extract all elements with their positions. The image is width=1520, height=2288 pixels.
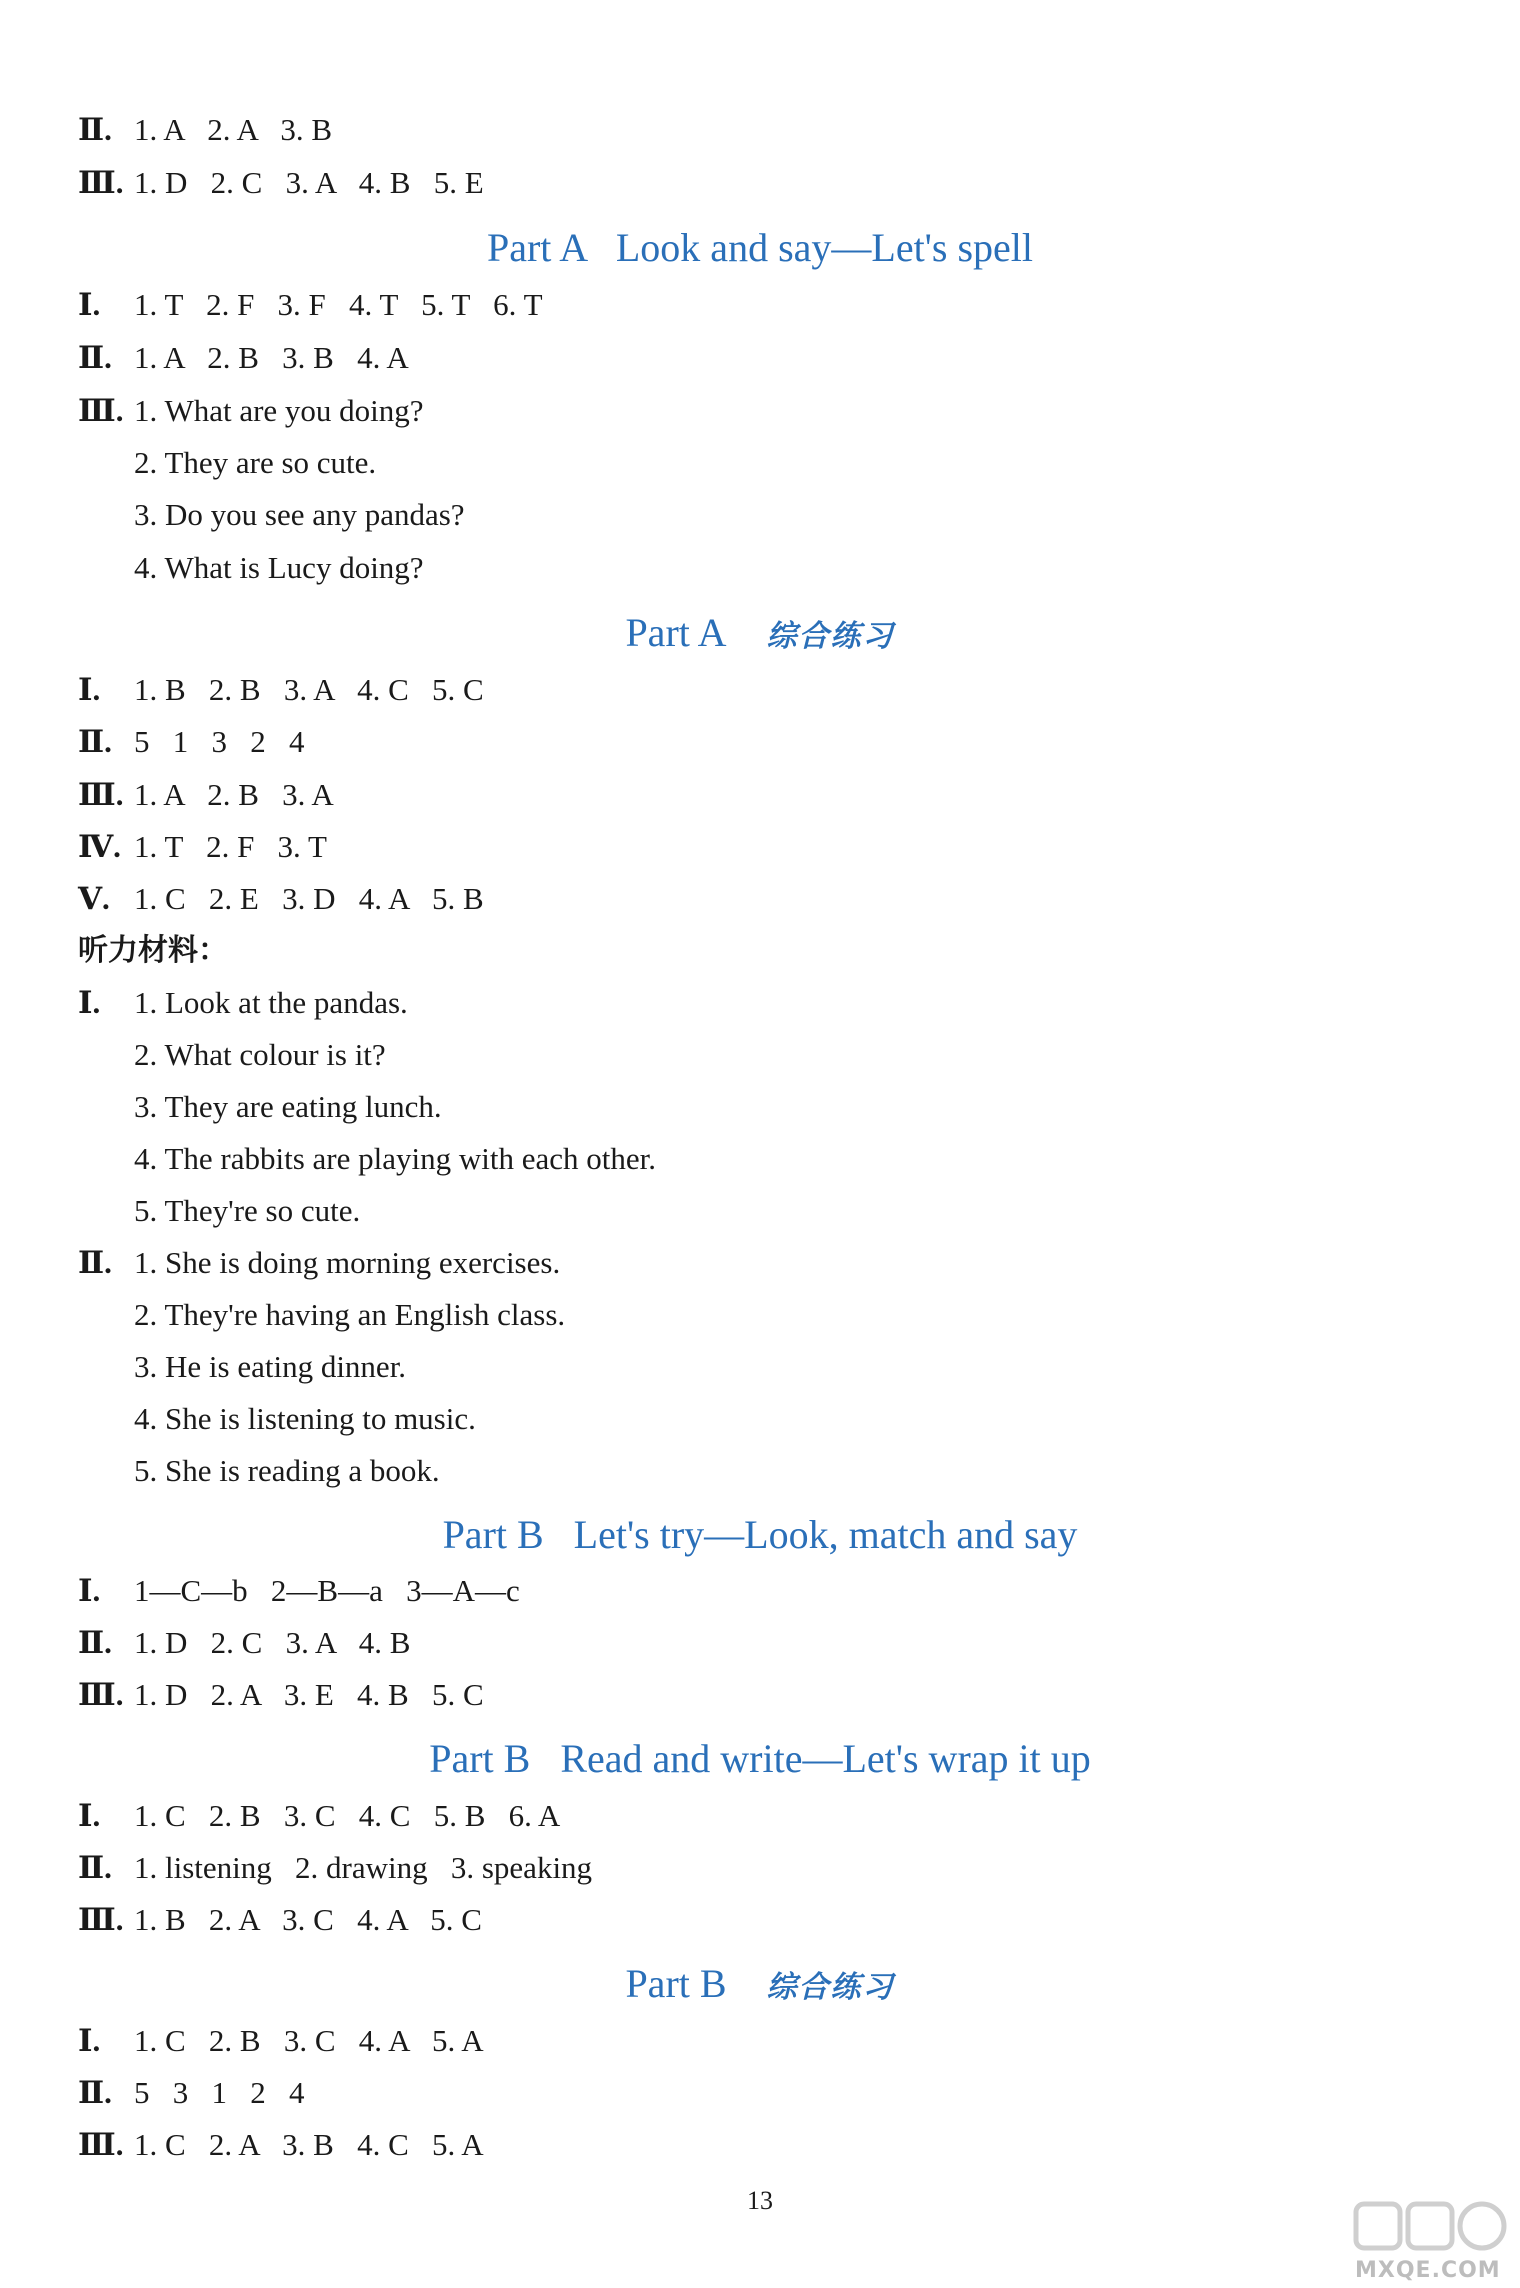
answer-row bbox=[78, 338, 409, 378]
section-title bbox=[0, 1733, 1520, 1785]
section-title bbox=[0, 1509, 1520, 1561]
answer-row bbox=[78, 1243, 560, 1283]
listening-label: 听力材料： bbox=[78, 933, 228, 968]
answer-row bbox=[78, 1900, 482, 1940]
answer-text: 1. T 2. F 3. T bbox=[134, 829, 327, 864]
answer-text: 1. C 2. B 3. C 4. C 5. B 6. A bbox=[134, 1798, 561, 1833]
answer-text: 1. A 2. B 3. B 4. A bbox=[134, 340, 409, 375]
section-marker: Ⅰ. bbox=[78, 287, 101, 322]
answer-text: 3. Do you see any pandas? bbox=[134, 497, 465, 532]
section-title bbox=[0, 1958, 1520, 2014]
answer-text: 4. She is listening to music. bbox=[134, 1401, 476, 1436]
section-marker: Ⅱ. bbox=[78, 112, 112, 147]
answer-text: 1. Look at the pandas. bbox=[134, 985, 408, 1020]
answer-row bbox=[78, 1796, 560, 1836]
answer-subrow bbox=[134, 1295, 565, 1335]
section-marker: Ⅱ. bbox=[78, 1245, 112, 1280]
answer-text: 1. listening 2. drawing 3. speaking bbox=[134, 1850, 593, 1885]
answer-text: 1. C 2. E 3. D 4. A 5. B bbox=[134, 881, 484, 916]
section-title bbox=[0, 222, 1520, 274]
section-marker: Ⅲ. bbox=[78, 393, 124, 428]
answer-subrow bbox=[134, 1451, 440, 1491]
title-text: Part B Read and write—Let's wrap it up bbox=[429, 1736, 1091, 1781]
section-marker: Ⅰ. bbox=[78, 1573, 101, 1608]
page-number: 13 bbox=[747, 2186, 773, 2215]
answer-text: 3. They are eating lunch. bbox=[134, 1089, 442, 1124]
section-marker: Ⅰ. bbox=[78, 1798, 101, 1833]
answer-text: 1—C—b 2—B—a 3—A—c bbox=[134, 1573, 520, 1608]
answer-subrow bbox=[134, 1399, 476, 1439]
answer-row bbox=[78, 2073, 305, 2113]
answer-text: 2. They are so cute. bbox=[134, 445, 377, 480]
answer-subrow bbox=[134, 1347, 406, 1387]
answer-text: 1. D 2. C 3. A 4. B bbox=[134, 1625, 411, 1660]
title-cn-text: 综合练习 bbox=[766, 619, 895, 654]
section-marker: Ⅰ. bbox=[78, 985, 101, 1020]
title-text: Part A bbox=[625, 610, 727, 655]
answer-subrow bbox=[134, 548, 424, 588]
answer-row bbox=[78, 285, 543, 325]
answer-text: 5 1 3 2 4 bbox=[134, 724, 305, 759]
answer-row bbox=[78, 1623, 410, 1663]
answer-subrow bbox=[134, 1087, 442, 1127]
section-marker: Ⅲ. bbox=[78, 165, 124, 200]
answer-text: 1. A 2. B 3. A bbox=[134, 777, 334, 812]
answer-row bbox=[78, 2125, 484, 2165]
answer-subrow bbox=[134, 443, 376, 483]
answer-text: 1. C 2. A 3. B 4. C 5. A bbox=[134, 2127, 484, 2162]
answer-row bbox=[78, 775, 334, 815]
section-marker: Ⅱ. bbox=[78, 724, 112, 759]
answer-text: 1. She is doing morning exercises. bbox=[134, 1245, 561, 1280]
answer-text: 2. They're having an English class. bbox=[134, 1297, 566, 1332]
section-marker: Ⅲ. bbox=[78, 2127, 124, 2162]
answer-subrow bbox=[134, 1035, 386, 1075]
answer-text: 4. What is Lucy doing? bbox=[134, 550, 424, 585]
answer-subrow bbox=[134, 495, 465, 535]
section-marker: Ⅱ. bbox=[78, 1625, 112, 1660]
answer-row bbox=[78, 983, 408, 1023]
answer-row bbox=[78, 1675, 484, 1715]
answer-text: 5 3 1 2 4 bbox=[134, 2075, 305, 2110]
title-text: Part A Look and say—Let's spell bbox=[486, 225, 1034, 270]
section-title bbox=[0, 607, 1520, 663]
section-marker: Ⅴ. bbox=[78, 881, 110, 916]
answer-text: 4. The rabbits are playing with each other. bbox=[134, 1141, 656, 1176]
answer-row bbox=[78, 670, 484, 710]
answer-row bbox=[78, 722, 305, 762]
title-text: Part B bbox=[625, 1961, 727, 2006]
section-marker: Ⅱ. bbox=[78, 1850, 112, 1885]
answer-row bbox=[78, 1571, 520, 1611]
answer-row bbox=[78, 110, 332, 150]
answer-text: 1. C 2. B 3. C 4. A 5. A bbox=[134, 2023, 484, 2058]
answer-row bbox=[78, 2021, 484, 2061]
answer-row bbox=[78, 827, 327, 867]
watermark-text: MXQE.COM bbox=[1355, 2258, 1501, 2283]
section-marker: Ⅳ. bbox=[78, 829, 121, 864]
answer-text: 3. He is eating dinner. bbox=[134, 1349, 407, 1384]
answer-text: 2. What colour is it? bbox=[134, 1037, 386, 1072]
section-marker: Ⅰ. bbox=[78, 2023, 101, 2058]
answer-text: 1. A 2. A 3. B bbox=[134, 112, 333, 147]
answer-text: 1. T 2. F 3. F 4. T 5. T 6. T bbox=[134, 287, 543, 322]
section-marker: Ⅲ. bbox=[78, 777, 124, 812]
answer-text: 5. They're so cute. bbox=[134, 1193, 361, 1228]
title-text: Part B Let's try—Look, match and say bbox=[442, 1512, 1078, 1557]
answer-text: 1. D 2. A 3. E 4. B 5. C bbox=[134, 1677, 484, 1712]
section-marker: Ⅱ. bbox=[78, 2075, 112, 2110]
answer-text: 1. D 2. C 3. A 4. B 5. E bbox=[134, 165, 484, 200]
section-marker: Ⅲ. bbox=[78, 1677, 124, 1712]
answer-subrow bbox=[134, 1191, 360, 1231]
answer-text: 1. What are you doing? bbox=[134, 393, 424, 428]
answer-text: 1. B 2. B 3. A 4. C 5. C bbox=[134, 672, 484, 707]
answer-subrow bbox=[134, 1139, 656, 1179]
answer-row bbox=[78, 1848, 592, 1888]
answer-row bbox=[78, 391, 424, 431]
answer-text: 1. B 2. A 3. C 4. A 5. C bbox=[134, 1902, 482, 1937]
title-cn-text: 综合练习 bbox=[766, 1970, 895, 2005]
section-marker: Ⅰ. bbox=[78, 672, 101, 707]
answer-text: 5. She is reading a book. bbox=[134, 1453, 440, 1488]
section-marker: Ⅲ. bbox=[78, 1902, 124, 1937]
answer-row bbox=[78, 879, 484, 919]
section-marker: Ⅱ. bbox=[78, 340, 112, 375]
answer-row bbox=[78, 163, 484, 203]
